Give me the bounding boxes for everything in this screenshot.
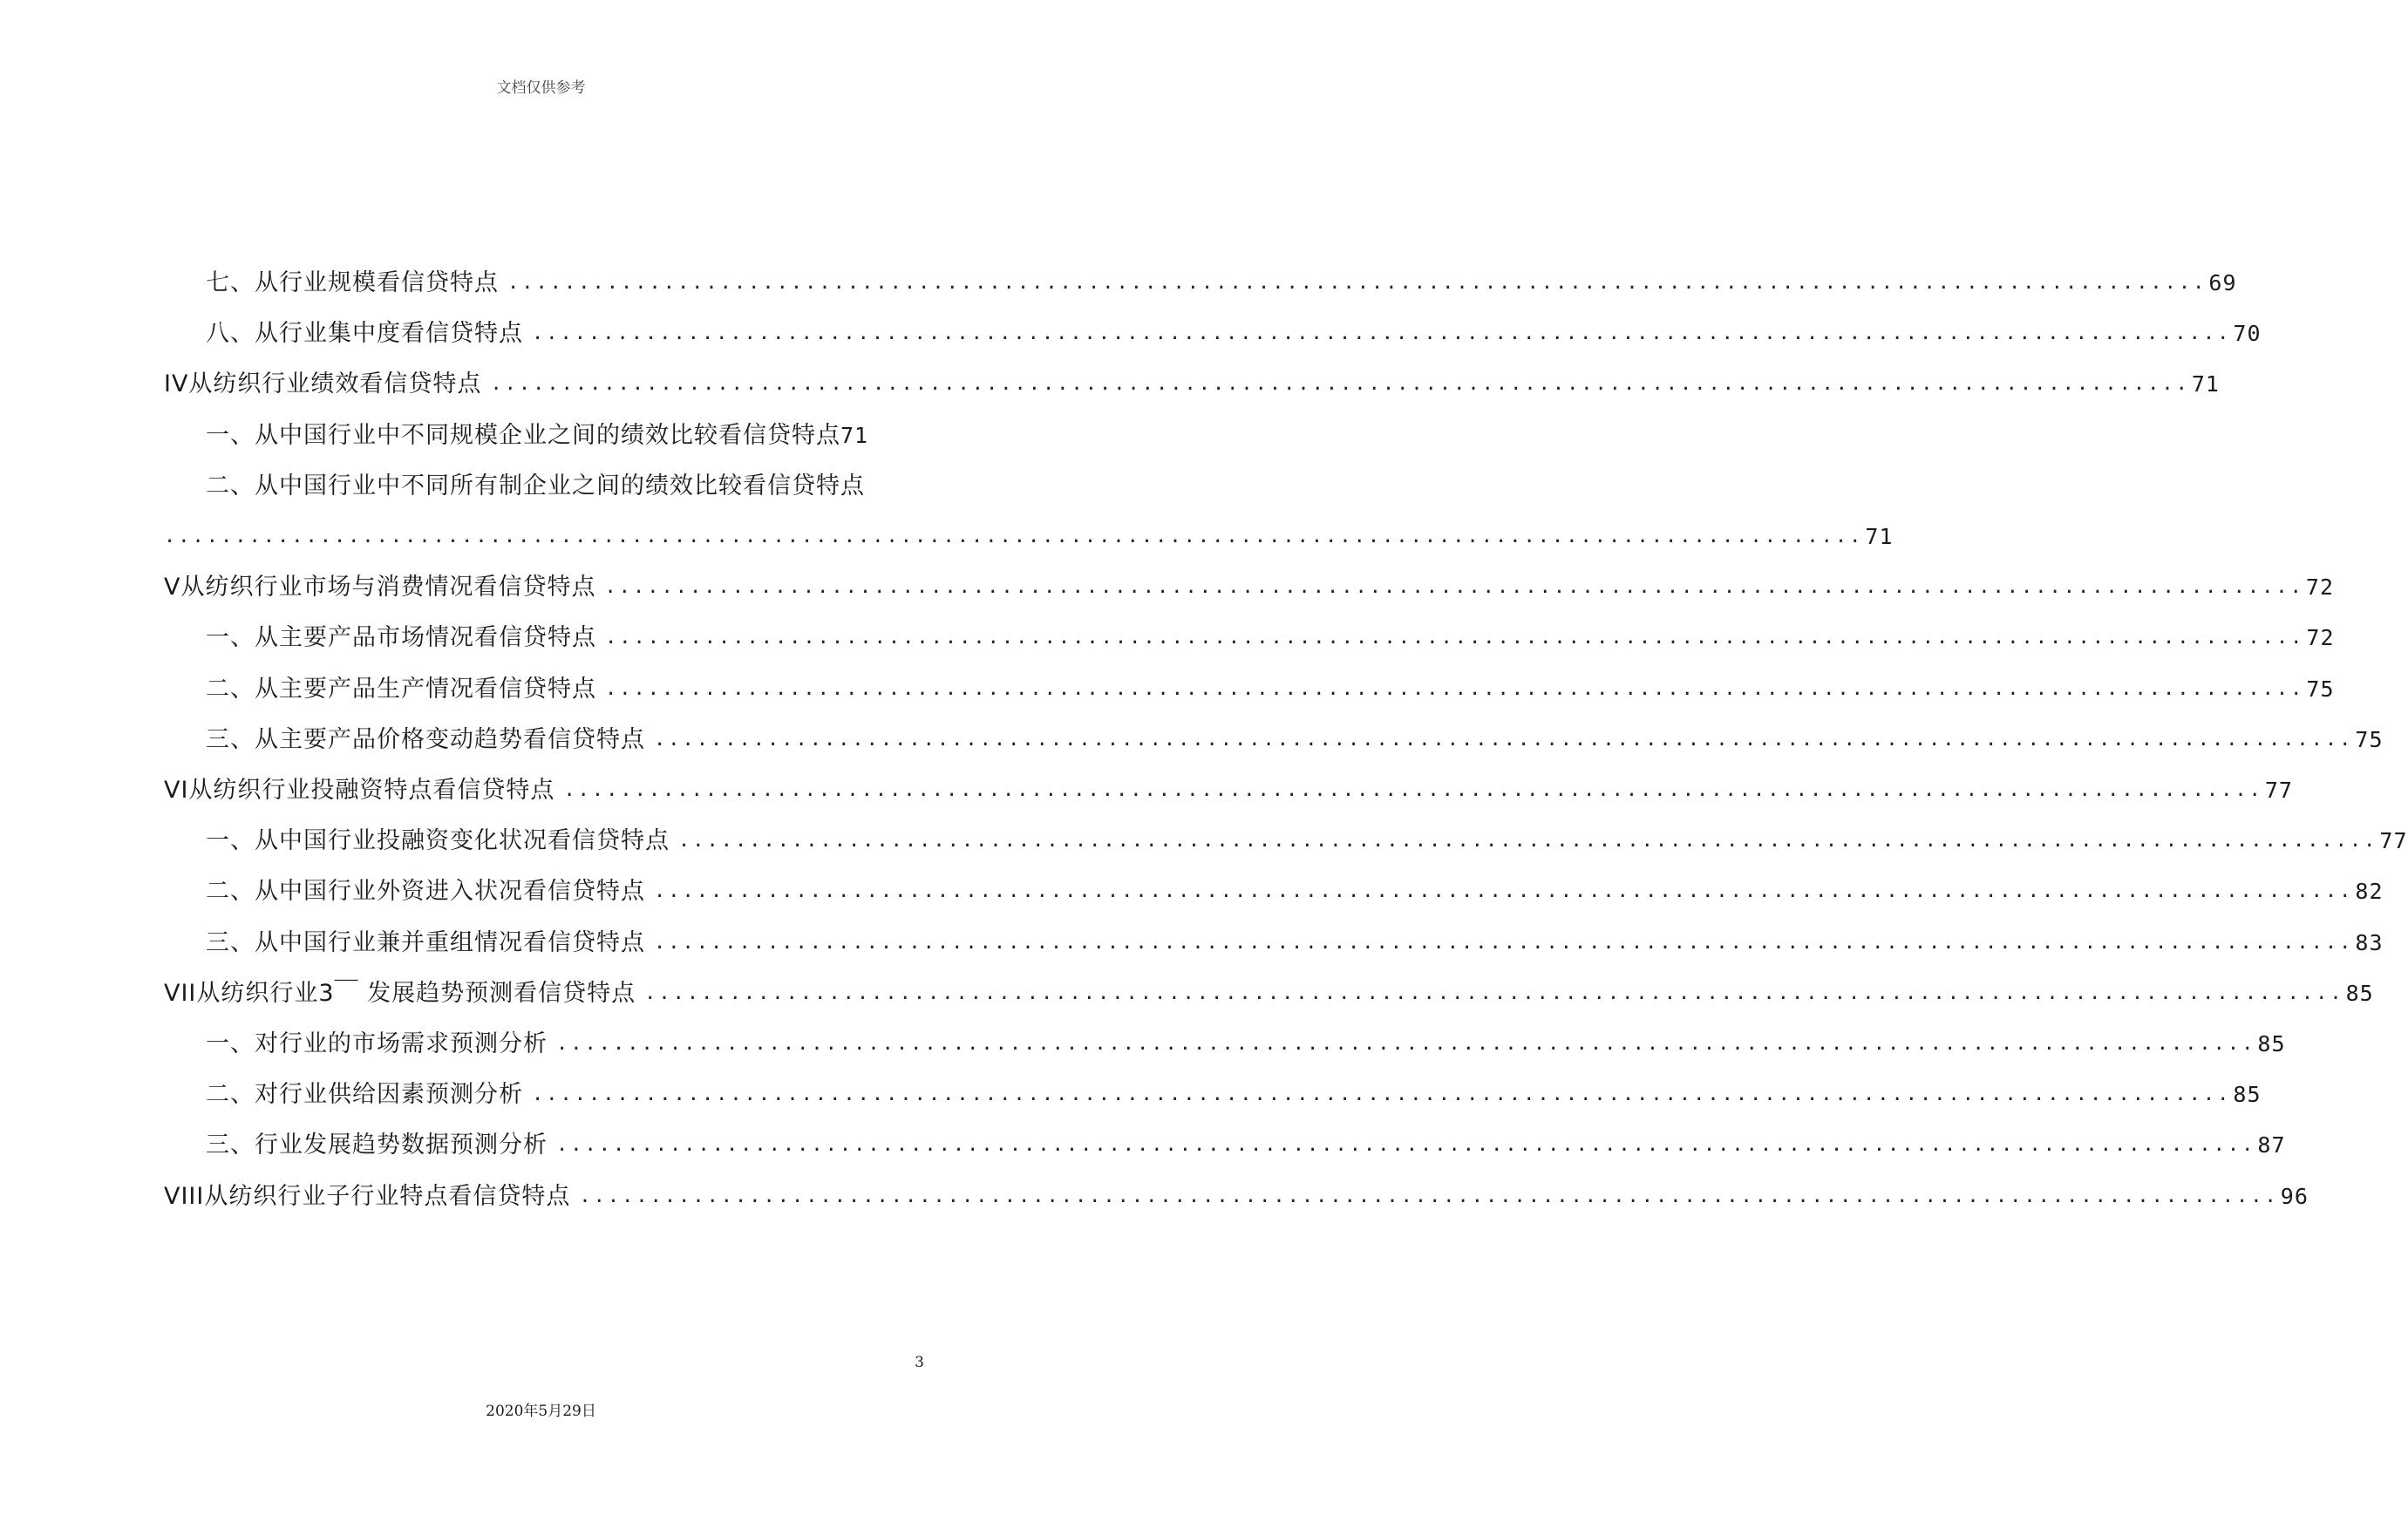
toc-entry[interactable] [164, 418, 922, 453]
toc-entry[interactable] [164, 824, 2408, 859]
toc-entry[interactable] [164, 926, 2384, 961]
toc-leader-dots: ........................................................................................................................ [605, 627, 2305, 649]
toc-entry-title: 二、从中国行业外资进入状况看信贷特点 [206, 878, 645, 906]
toc-entry-page: 83 [2355, 929, 2384, 955]
toc-leader-dots: ........................................................................................................................ [532, 323, 2232, 345]
toc-entry[interactable] [164, 621, 2335, 656]
toc-entry-title: 三、从中国行业兼并重组情况看信贷特点 [206, 928, 645, 956]
toc-entry-page: 77 [2379, 828, 2408, 854]
toc-entry[interactable] [164, 367, 2220, 402]
toc-entry-page: 75 [2355, 726, 2384, 752]
toc-entry[interactable] [164, 1027, 2286, 1062]
toc-leader-dots: ........................................................................................................................ [605, 677, 2305, 700]
toc-entry-page: 71 [2191, 371, 2220, 398]
toc-entry-page: 77 [2264, 778, 2293, 803]
toc-entry-page: 85 [2345, 980, 2374, 1006]
toc-entry-page: 69 [2208, 270, 2237, 296]
toc-entry[interactable] [164, 976, 2374, 1011]
toc-leader-dots: ........................................................................................................................ [604, 576, 2304, 599]
toc-entry[interactable] [164, 570, 2335, 605]
toc-leader-dots: ........................................................................................................................ [678, 830, 2378, 853]
toc-entry-title: VII从纺织行业3￣ 发展趋势预测看信贷特点 [164, 979, 636, 1007]
toc-leader-dots: ........................................................................................................................ [507, 272, 2207, 294]
page-number: 3 [915, 1354, 924, 1371]
toc-entry-page: 82 [2355, 879, 2384, 905]
toc-leader-dots: ........................................................................................................................ [490, 373, 2190, 396]
toc-entry-title: 七、从行业规模看信贷特点 [206, 269, 499, 296]
toc-entry-page: 72 [2306, 625, 2335, 651]
toc-leader-dots: ........................................................................................................................ [579, 1185, 2279, 1207]
toc-entry[interactable] [164, 1077, 2262, 1112]
toc-entry[interactable] [164, 773, 2293, 808]
toc-leader-dots: ........................................................................................................................ [164, 526, 1864, 547]
toc-entry-page: 85 [2233, 1082, 2262, 1108]
toc-entry-title: IV从纺织行业绩效看信贷特点 [164, 370, 482, 398]
toc-entry-page: 70 [2233, 321, 2262, 347]
toc-entry[interactable] [164, 469, 922, 504]
toc-leader-dots: ........................................................................................................................ [563, 779, 2263, 801]
toc-entry[interactable] [164, 874, 2384, 909]
toc-entry-page: 75 [2306, 676, 2335, 702]
toc-entry-title: 三、行业发展趋势数据预测分析 [206, 1131, 548, 1159]
toc-entry-title: 二、对行业供给因素预测分析 [206, 1081, 523, 1109]
toc-entry-title: 一、对行业的市场需求预测分析 [206, 1030, 548, 1057]
toc-entry-title: 一、从主要产品市场情况看信贷特点 [206, 624, 596, 652]
toc-entry-title: VIII从纺织行业子行业特点看信贷特点 [164, 1182, 571, 1210]
toc-leader-dots: ........................................................................................................................ [556, 1033, 2256, 1055]
toc-leader-dots: ........................................................................................................................ [556, 1134, 2256, 1157]
toc-leader-dots: ........................................................................................................................ [654, 931, 2354, 954]
toc-entry-page: 71 [840, 422, 869, 448]
toc-entry-page: 87 [2257, 1132, 2286, 1159]
toc-entry-page: 96 [2280, 1183, 2309, 1209]
toc-entry-page: 85 [2257, 1031, 2286, 1057]
toc-entry[interactable] [164, 1179, 2309, 1214]
toc-entry[interactable] [164, 1128, 2286, 1163]
toc-leader-dots: ........................................................................................................................ [654, 880, 2354, 903]
footer-date: 2020年5月29日 [486, 1403, 596, 1420]
toc-entry[interactable] [164, 266, 2237, 301]
toc-entry-title: 二、从主要产品生产情况看信贷特点 [206, 675, 596, 703]
toc-entry-title: 三、从主要产品价格变动趋势看信贷特点 [206, 725, 645, 753]
toc-entry-title: V从纺织行业市场与消费情况看信贷特点 [164, 574, 596, 601]
toc-entry[interactable] [164, 672, 2335, 707]
toc-leader-dots: ........................................................................................................................ [644, 982, 2344, 1004]
toc-entry-title: 一、从中国行业中不同规模企业之间的绩效比较看信贷特点 [206, 421, 840, 449]
toc-entry[interactable] [164, 723, 2384, 758]
toc-entry-page: 71 [1865, 524, 1894, 549]
toc-entry[interactable] [164, 316, 2262, 351]
toc-leader-dots: ........................................................................................................................ [532, 1084, 2232, 1106]
toc-entry-title: VI从纺织行业投融资特点看信贷特点 [164, 777, 555, 804]
toc-entry[interactable] [164, 520, 1894, 554]
toc-entry-title: 一、从中国行业投融资变化状况看信贷特点 [206, 827, 670, 855]
toc-entry-title: 八、从行业集中度看信贷特点 [206, 320, 523, 348]
toc-entry-title: 二、从中国行业中不同所有制企业之间的绩效比较看信贷特点 [206, 472, 865, 499]
toc-entry-page: 72 [2305, 574, 2335, 601]
page-header: 文档仅供参考 [496, 79, 586, 97]
toc-leader-dots: ........................................................................................................................ [654, 728, 2354, 751]
